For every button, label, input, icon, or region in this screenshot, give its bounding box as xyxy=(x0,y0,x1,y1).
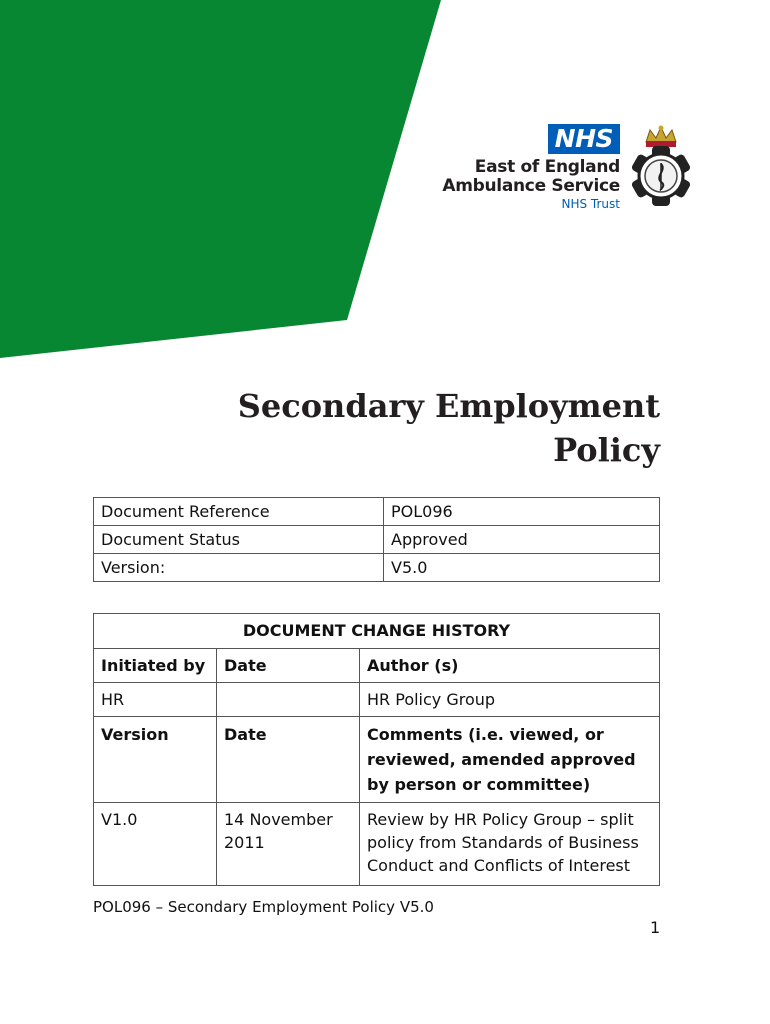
crest-icon xyxy=(624,124,698,210)
table-header-row xyxy=(94,649,660,683)
table-row xyxy=(94,498,660,526)
org-sub: NHS Trust xyxy=(561,197,620,211)
document-title xyxy=(238,384,660,472)
nhs-badge: NHS xyxy=(548,124,620,154)
history-caption: DOCUMENT CHANGE HISTORY xyxy=(94,614,660,649)
org-name-line1: East of England xyxy=(474,157,620,177)
reference-table xyxy=(93,497,660,582)
col-header-author: Author (s) xyxy=(360,649,660,683)
table-row xyxy=(94,526,660,554)
col-header-initiated-by: Initiated by xyxy=(94,649,217,683)
ref-label: Document Reference xyxy=(94,498,384,526)
cell-date xyxy=(217,683,360,717)
cell-version: V1.0 xyxy=(94,803,217,886)
table-row xyxy=(94,554,660,582)
col-header-date: Date xyxy=(217,717,360,803)
cell-date: 14 November 2011 xyxy=(217,803,360,886)
title-line2: Policy xyxy=(553,431,660,469)
org-name-line2: Ambulance Service xyxy=(442,176,620,196)
col-header-date: Date xyxy=(217,649,360,683)
footer-text: POL096 – Secondary Employment Policy V5.0 xyxy=(93,898,434,916)
cell-author: HR Policy Group xyxy=(360,683,660,717)
ref-value: V5.0 xyxy=(384,554,660,582)
ref-label: Document Status xyxy=(94,526,384,554)
nhs-logo xyxy=(420,124,620,211)
table-row xyxy=(94,683,660,717)
cell-initiated-by: HR xyxy=(94,683,217,717)
title-line1: Secondary Employment xyxy=(237,387,660,425)
col-header-version: Version xyxy=(94,717,217,803)
table-row xyxy=(94,803,660,886)
col-header-comments: Comments (i.e. viewed, or reviewed, amended approved by person or committee) xyxy=(360,717,660,803)
ref-label: Version: xyxy=(94,554,384,582)
table-header-row xyxy=(94,717,660,803)
ref-value: Approved xyxy=(384,526,660,554)
change-history-table xyxy=(93,613,660,886)
ref-value: POL096 xyxy=(384,498,660,526)
page-number: 1 xyxy=(650,918,661,937)
table-row xyxy=(94,614,660,649)
cell-comments: Review by HR Policy Group – split policy from Standards of Business Conduct and Conflicts of Interest xyxy=(360,803,660,886)
